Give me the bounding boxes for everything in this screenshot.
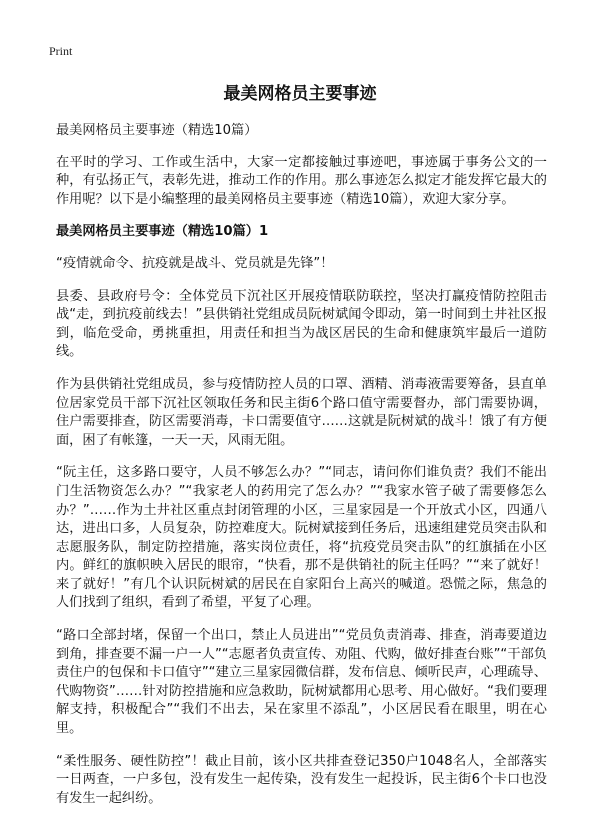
paragraph-2: 县委、县政府号令：全体党员下沉社区开展疫情联防联控，坚决打赢疫情防控阻击战“走，到抗疫前线去！”县供销社党组成员阮树斌闻令即动，第一时间到土井社区报到，临危受命，勇挑重担，用责任和担当为战区居民的生命和健康筑牢最后一道防线。: [56, 288, 547, 360]
article-body: [56, 122, 547, 822]
print-link[interactable]: Print: [49, 44, 73, 58]
paragraph-6: “柔性服务、硬性防控”！截止目前，该小区共排查登记350户1048名人，全部落实一日两查，一户多包，没有发生一起传染，没有发生一起投诉，民主街6个卡口也没有发生一起纠纷。: [56, 753, 547, 806]
intro-paragraph: 在平时的学习、工作或生活中，大家一定都接触过事迹吧，事迹属于事务公文的一种，有弘扬正气，表彰先进，推动工作的作用。那么事迹怎么拟定才能发挥它最大的作用呢？以下是小编整理的最美网格员主要事迹（精选10篇），欢迎大家分享。: [56, 154, 547, 207]
section-title: 最美网格员主要事迹（精选10篇）1: [56, 224, 269, 240]
paragraph-5: “路口全部封堵，保留一个出口，禁止人员进出”“党员负责消毒、排查，消毒要道边到角，排查要不漏一户一人”“志愿者负责宣传、劝阻、代购，做好排查台账”“干部负责住户的包保和卡口值守”“建立三星家园微信群，发布信息、倾听民声，心理疏导、代购物资”……针对防控措施和应急救助，阮树斌都用心思考、用心做好。“我们要理解支持，积极配合”“我们不出去，呆在家里不添乱”，小区居民看在眼里，明在心里。: [56, 628, 547, 737]
paragraph-4: “阮主任，这多路口要守，人员不够怎么办？”“同志，请问你们谁负责？我们不能出门生活物资怎么办？”“我家老人的药用完了怎么办？”“我家水管子破了需要修怎么办？”……作为土井社区重点封闭管理的小区，三星家园是一个开放式小区，四通八达，进出口多，人员复杂，防控难度大。阮树斌接到任务后，迅速组建党员突击队和志愿服务队，制定防控措施，落实岗位责任，将“抗疫党员突击队”的红旗插在小区内。鲜红的旗帜映入居民的眼帘，“快看，那不是供销社的阮主任吗？”“来了就好！来了就好！”有几个认识阮树斌的居民在自家阳台上高兴的喊道。恐慌之际，焦急的人们找到了组织，看到了希望，平复了心理。: [56, 465, 547, 611]
article-subtitle: 最美网格员主要事迹（精选10篇）: [56, 123, 258, 138]
paragraph-3: 作为县供销社党组成员，参与疫情防控人员的口罩、酒精、消毒液需要筹备，县直单位居家党员干部下沉社区领取任务和民主街6个路口值守需要督办，部门需要协调，住户需要排查，防区需要消毒，卡口需要值守……这就是阮树斌的战斗！饿了有方便面，困了有帐篷，一天一天，风雨无阻。: [56, 376, 547, 448]
page-title: 最美网格员主要事迹: [223, 84, 377, 104]
paragraph-1: “疫情就命令、抗疫就是战斗、党员就是先锋”！: [56, 255, 334, 271]
